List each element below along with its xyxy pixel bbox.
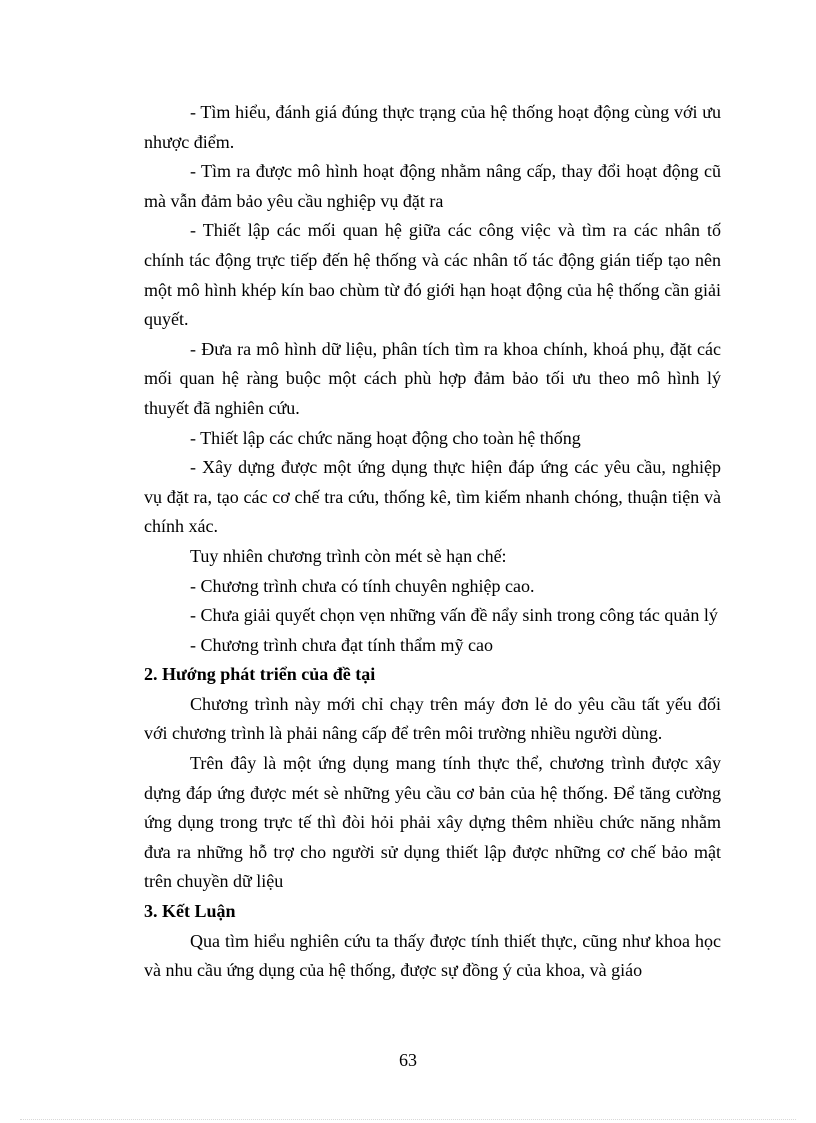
body-paragraph: Qua tìm hiểu nghiên cứu ta thấy được tính thiết thực, cũng như khoa học và nhu cầu ứng dụng của hệ thống, được sự đồng ý của khoa, và giáo	[144, 930, 721, 981]
bullet-paragraph: - Thiết lập các mối quan hệ giữa các công việc và tìm ra các nhân tố chính tác động trực tiếp đến hệ thống và các nhân tố tác động gián tiếp tạo nên một mô hình khép kín bao chùm từ đó giới hạn hoạt động của hệ thống cần giải quyết.	[144, 220, 721, 330]
bullet-paragraph: - Tìm hiểu, đánh giá đúng thực trạng của hệ thống hoạt động cùng với ưu nhược điểm.	[144, 102, 721, 152]
page-number: 63	[399, 1050, 417, 1070]
section-heading-development: 2. Hướng phát triển của đề tại	[144, 664, 376, 685]
bullet-paragraph: - Thiết lập các chức năng hoạt động cho toàn hệ thống	[190, 427, 581, 448]
bullet-paragraph: - Xây dựng được một ứng dụng thực hiện đáp ứng các yêu cầu, nghiệp vụ đặt ra, tạo các cơ chế tra cứu, thống kê, tìm kiếm nhanh chóng, thuận tiện và chính xác.	[144, 457, 721, 537]
bullet-paragraph: - Chưa giải quyết chọn vẹn những vấn đề nẩy sinh trong công tác quản lý	[190, 605, 718, 626]
bullet-paragraph: - Tìm ra được mô hình hoạt động nhằm nâng cấp, thay đổi hoạt động cũ mà vẫn đảm bảo yêu cầu nghiệp vụ đặt ra	[144, 161, 721, 211]
body-paragraph: Trên đây là một ứng dụng mang tính thực thể, chương trình được xây dựng đáp ứng được mét sè những yêu cầu cơ bản của hệ thống. Để tăng cường ứng dụng trong trực tế thì đòi hỏi phải xây dựng thêm nhiều chức năng nhằm đưa ra những hỗ trợ cho người sử dụng thiết lập được những cơ chế bảo mật trên chuyền dữ liệu	[144, 753, 721, 892]
body-paragraph: Chương trình này mới chỉ chạy trên máy đơn lẻ do yêu cầu tất yếu đối với chương trình là phải nâng cấp để trên môi trường nhiều người dùng.	[144, 693, 721, 744]
page-bottom-divider	[20, 1119, 796, 1120]
body-paragraph: Tuy nhiên chương trình còn mét sè hạn chế:	[190, 545, 507, 566]
bullet-paragraph: - Chương trình chưa có tính chuyên nghiệp cao.	[190, 575, 535, 596]
page-body	[144, 98, 721, 986]
bullet-paragraph: - Đưa ra mô hình dữ liệu, phân tích tìm ra khoa chính, khoá phụ, đặt các mối quan hệ ràng buộc một cách phù hợp đảm bảo tối ưu theo mô hình lý thuyết đã nghiên cứu.	[144, 338, 721, 418]
bullet-paragraph: - Chương trình chưa đạt tính thẩm mỹ cao	[190, 634, 493, 655]
section-heading-conclusion: 3. Kết Luận	[144, 901, 236, 922]
